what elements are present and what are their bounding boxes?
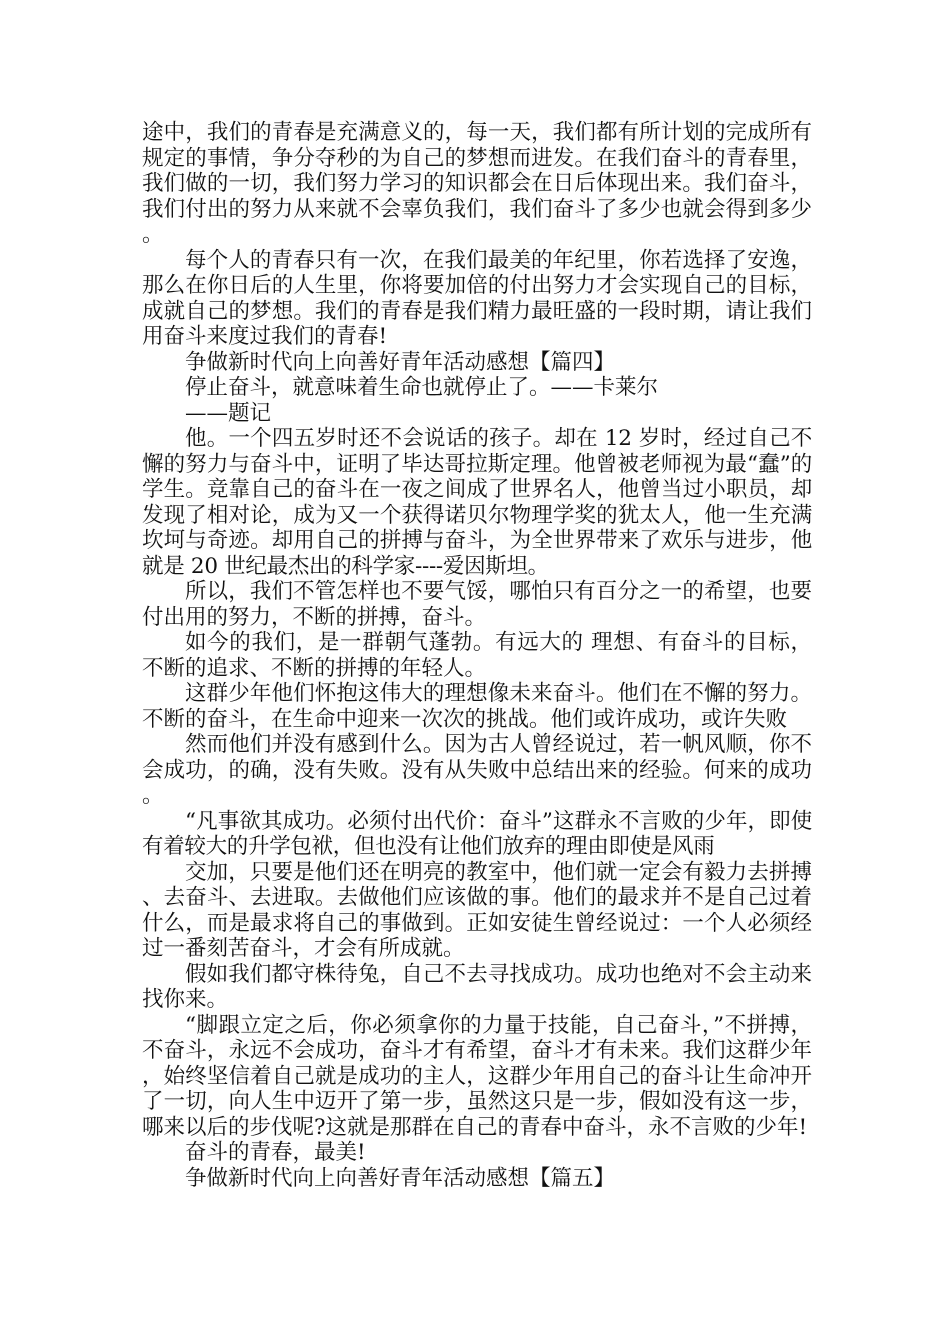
- paragraph: 交加，只要是他们还在明亮的教室中，他们就一定会有毅力去拼搏、去奋斗、去进取。去做他们应该做的事。他们的最求并不是自己过着什么，而是最求将自己的事做到。正如安徒生曾经说过：一个人必须经过一番刻苦奋斗，才会有所成就。: [142, 859, 812, 961]
- paragraph: 如今的我们，是一群朝气蓬勃。有远大的 理想、有奋斗的目标，不断的追求、不断的拼搏的年轻人。: [142, 630, 812, 681]
- section-heading-4: 争做新时代向上向善好青年活动感想【篇四】: [185, 349, 616, 375]
- paragraph-continuation: 途中，我们的青春是充满意义的，每一天，我们都有所计划的完成所有规定的事情，争分夺秒的为自己的梦想而进发。在我们奋斗的青春里，我们做的一切，我们努力学习的知识都会在日后体现出来。我们奋斗，我们付出的努力从来就不会辜负我们，我们奋斗了多少也就会得到多少。: [142, 120, 812, 247]
- section-heading-5: 争做新时代向上向善好青年活动感想【篇五】: [185, 1165, 616, 1191]
- paragraph: 假如我们都守株待兔，自己不去寻找成功。成功也绝对不会主动来找你来。: [142, 961, 812, 1012]
- paragraph: 然而他们并没有感到什么。因为古人曾经说过，若一帆风顺，你不会成功，的确，没有失败。没有从失败中总结出来的经验。何来的成功。: [142, 732, 812, 808]
- epigraph-attribution: ——题记: [185, 400, 272, 426]
- paragraph: 他。一个四五岁时还不会说话的孩子。却在 12 岁时，经过自己不懈的努力与奋斗中，证明了毕达哥拉斯定理。他曾被老师视为最“蠢”的学生。竞靠自己的奋斗在一夜之间成了世界名人，他曾当过小职员，却发现了相对论，成为又一个获得诺贝尔物理学奖的犹太人，他一生充满坎坷与奇迹。却用自己的拼搏与奋斗，为全世界带来了欢乐与进步，他就是 20 世纪最杰出的科学家----爱因斯坦。: [142, 426, 812, 579]
- paragraph: 奋斗的青春，最美!: [185, 1140, 366, 1165]
- epigraph-quote: 停止奋斗，就意味着生命也就停止了。——卡莱尔: [185, 375, 659, 400]
- paragraph: 所以，我们不管怎样也不要气馁，哪怕只有百分之一的希望，也要付出用的努力，不断的拼搏，奋斗。: [142, 579, 812, 630]
- paragraph: “凡事欲其成功。必须付出代价：奋斗”这群永不言败的少年，即使有着较大的升学包袱，但也没有让他们放弃的理由即使是风雨: [142, 808, 812, 859]
- paragraph: 这群少年他们怀抱这伟大的理想像未来奋斗。他们在不懈的努力。不断的奋斗，在生命中迎来一次次的挑战。他们或许成功，或许失败: [142, 681, 812, 732]
- document-page: [142, 120, 812, 1191]
- paragraph: “脚跟立定之后，你必须拿你的力量于技能，自己奋斗，”不拼搏，不奋斗，永远不会成功，奋斗才有希望，奋斗才有未来。我们这群少年，始终坚信着自己就是成功的主人，这群少年用自己的奋斗让生命冲开了一切，向人生中迈开了第一步，虽然这只是一步，假如没有这一步，哪来以后的步伐呢?这就是那群在自己的青春中奋斗，永不言败的少年!: [142, 1012, 812, 1140]
- paragraph: 每个人的青春只有一次，在我们最美的年纪里，你若选择了安逸，那么在你日后的人生里，你将要加倍的付出努力才会实现自己的目标，成就自己的梦想。我们的青春是我们精力最旺盛的一段时期，请让我们用奋斗来度过我们的青春!: [142, 247, 812, 349]
